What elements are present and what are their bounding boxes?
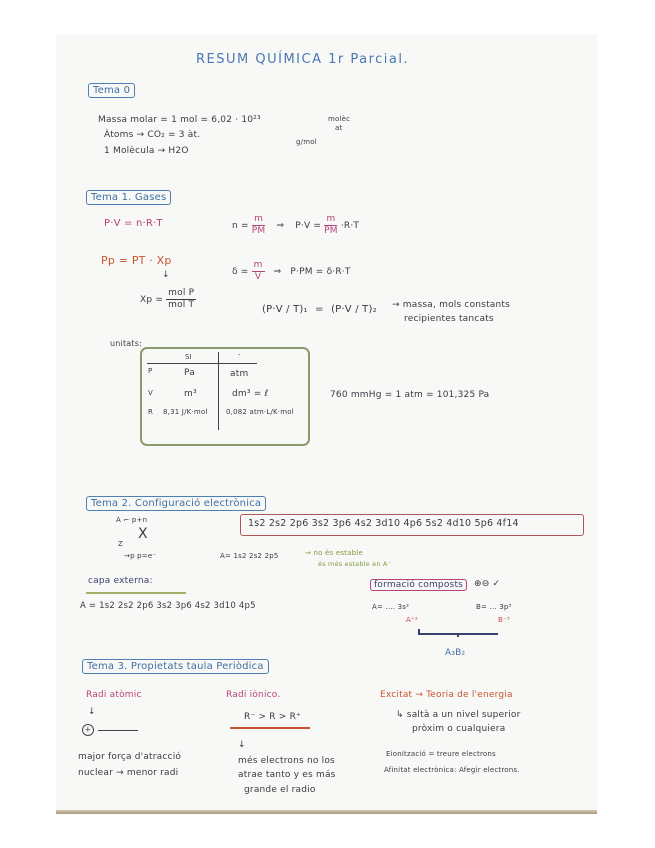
atomic-radius-line-2: nuclear → menor radi [78,768,179,778]
affinity-definition: Afinitat electrònica: Afegir electrons. [384,766,520,774]
units-row-v-other: dm³ = ℓ [232,389,269,399]
ionization-definition: Eionització = treure electrons [386,750,496,758]
excited-title: Excitat → Teoria de l'energia [380,690,513,700]
units-row-p-si: Pa [184,368,195,378]
ionic-radius-title: Radi iònico. [226,690,281,700]
units-table-frame [140,347,310,446]
compound-result: A₃B₂ [445,648,466,658]
units-row-p-other: atm [230,369,249,379]
bracket-mid [457,633,459,637]
combined-note-2: recipientes tancats [404,314,494,324]
atoms-line: Àtoms → CO₂ = 3 àt. [104,130,201,140]
pressure-conversion: 760 mmHg = 1 atm = 101,325 Pa [330,390,490,400]
ionic-radius-underline [230,727,310,729]
molar-mass-line: Massa molar = 1 mol = 6,02 · 10²³ [98,115,261,125]
units-header-si: SI [185,353,192,361]
excited-line-1: ↳ saltà a un nivel superior [396,710,521,720]
ion-a: A⁺² [406,616,418,624]
page-title: RESUM QUÍMICA 1r Parcial. [196,52,410,67]
molar-fraction: Xp = $\frac{\text{mol P}}{\text{mol T}}$ [140,288,195,310]
nucleus-icon: + [82,724,94,736]
example-config: A= 1s2 2s2 2p5 [220,552,279,560]
compounds-symbols: ⊕⊖ ✓ [474,579,501,589]
gmol-unit: g/mol [296,138,317,146]
full-electron-config: 1s2 2s2 2p6 3s2 3p6 4s2 3d10 4p6 5s2 4d10 5p6 4f14 [248,518,519,529]
combined-note-1: → massa, mols constants [392,300,511,310]
nuclide-mass-number: A ⌐ p+n [116,516,148,524]
density-formula: δ = $\frac{m}{V}$ ⇒ P·PM = δ·R·T [232,260,351,282]
tema3-heading: Tema 3. Propietats taula Periòdica [82,659,269,674]
ion-b: B⁻³ [498,616,510,624]
ionic-radius-line-3: grande el radio [244,785,316,795]
units-row-p-label: P [148,367,153,375]
nuclide-symbol: X [138,526,148,542]
ionic-radius-arrow: ↓ [238,740,246,750]
page-edge [56,810,597,814]
ionic-radius-line-1: més electrons no los [238,756,335,766]
compounds-heading: formació composts [370,579,467,591]
units-label: unitats: [110,339,143,348]
example-note-stable: és més estable en A⁻ [318,560,392,568]
partial-pressure: Pp = PT · Xp [101,254,172,267]
units-row-v-si: m³ [184,389,197,399]
down-arrow: ↓ [162,270,170,280]
at-unit: at [335,124,343,132]
units-header-other: - [238,351,241,359]
units-table-divider [218,352,219,430]
units-row-v-label: V [148,389,153,397]
units-row-r-other: 0,082 atm·L/K·mol [226,408,294,416]
ideal-gas-law: P·V = n·R·T [104,218,163,229]
outer-shell-config: A = 1s2 2s2 2p6 3s2 3p6 4s2 3d10 4p5 [80,601,256,611]
outer-shell-underline [86,592,186,594]
excited-line-2: pròxim o cualquiera [412,724,506,734]
tema1-heading: Tema 1. Gases [86,190,171,205]
molec-unit: molèc [328,115,351,123]
nuclide-protons: →p p=e⁻ [124,552,157,560]
atomic-radius-line-1: major força d'atracció [78,752,182,762]
tema0-heading: Tema 0 [88,83,135,98]
ionic-radius-order: R⁻ > R > R⁺ [244,712,301,722]
units-row-r-label: R [148,408,154,416]
atomic-radius-arrow: ↓ [88,707,96,717]
attraction-arrow [98,730,138,731]
nuclide-atomic-number: Z [118,540,123,548]
units-row-r-si: 8,31 J/K·mol [163,408,208,416]
molecule-line: 1 Molècula → H2O [104,146,189,156]
combined-gas-law: (P·V / T)₁ = (P·V / T)₂ [262,304,377,315]
moles-formula: n = $\frac{m}{PM}$ ⇒ P·V = $\frac{m}{PM}$ ·R·T [232,214,360,236]
units-table-header-rule [147,363,257,364]
outer-shell-label: capa externa: [88,576,153,586]
atomic-radius-title: Radi atòmic [86,690,142,700]
compound-a-config: A= .... 3s² [372,603,410,611]
ionic-radius-line-2: atrae tanto y es más [238,770,336,780]
tema2-heading: Tema 2. Configuració electrònica [86,496,266,511]
compound-b-config: B= ... 3p³ [476,603,512,611]
bracket-left [418,629,420,634]
example-note-unstable: → no és estable [305,549,363,557]
